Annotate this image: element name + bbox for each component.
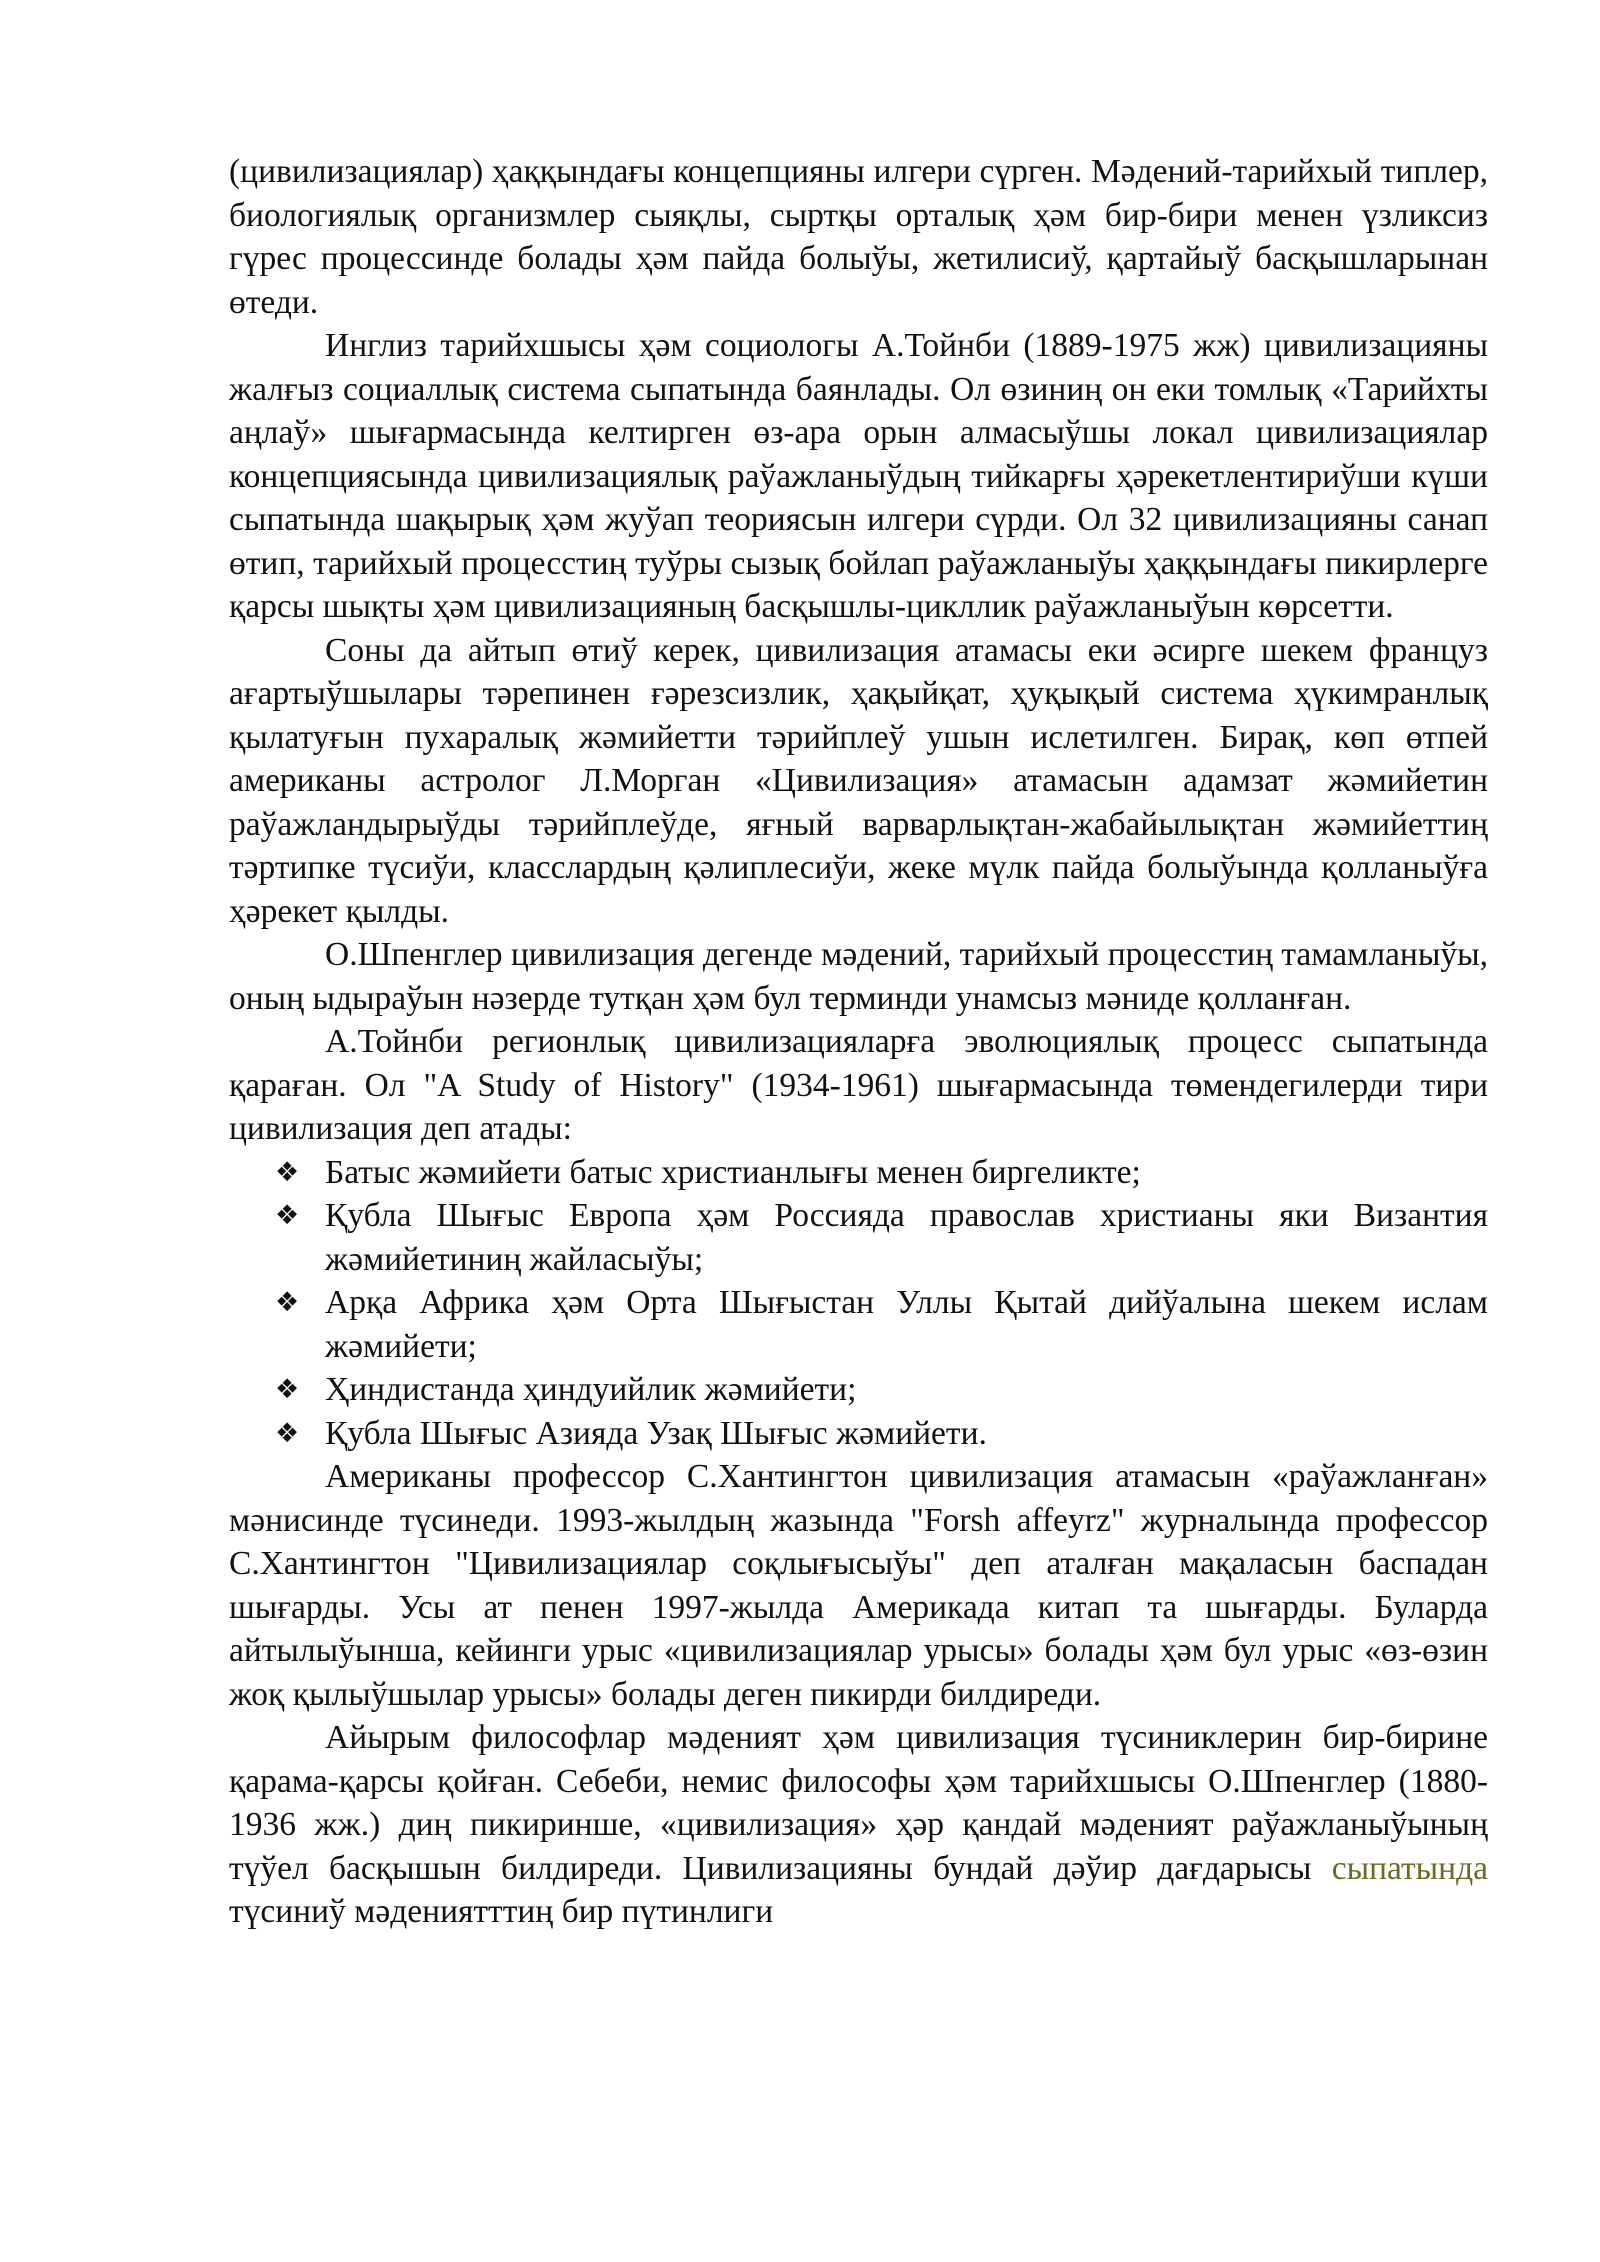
list-item-text: Қубла Шығыс Азияда Узақ Шығыс жәмийети. — [325, 1414, 987, 1452]
paragraph-2: Инглиз тарийхшысы ҳәм социологы А.Тойнби (1889-1975 жж) цивилизацияны жалғыз социаллық система сыпатында баянлады. Ол өзиниң он еки томлық «Тарийхты аңлаў» шығармасында келтирген өз-ара орын алмасыўшы локал цивилизациялар концепциясында цивилизациялық раўажланыўдың тийкарғы ҳәрекетлентириўши күши сыпатында шақырық ҳәм жуўап теориясын илгери сүрди. Ол 32 цивилизацияны санап өтип, тарийхый процесстиң туўры сызық бойлап раўажланыўы ҳаққындағы пикирлерге қарсы шықты ҳәм цивилизацияның басқышлы-цикллик раўажланыўын көрсетти. — [229, 327, 1488, 625]
paragraph-6: Американы профессор С.Хантингтон цивилизация атамасын «раўажланған» мәнисинде түсинеди. 1993-жылдың жазында "Forsh affeyrz" журналында профессор С.Хантингтон "Цивилизациялар соқлығысыўы" деп аталған мақаласын баспадан шығарды. Усы ат пенен 1997-жылда Америкада китап та шығарды. Буларда айтылыўынша, кейинги урыс «цивилизациялар урысы» болады ҳәм бул урыс «өз-өзин жоқ қылыўшылар урысы» болады деген пикирди билдиреди. — [229, 1458, 1488, 1713]
diamond-bullet-icon: ❖ — [275, 1374, 300, 1405]
paragraph-7-text-end: түсиниў мәдениятттиң бир пүтинлиги — [229, 1893, 774, 1930]
document-page — [229, 150, 1488, 1934]
list-item — [275, 1368, 1488, 1412]
paragraph-7-text-start: Айырым философлар мәденият ҳәм цивилизация түсиниклерин бир-бирине қарама-қарсы қойған. Себеби, немис философы ҳәм тарийхшысы О.Шпенглер (1880-1936 жж.) диң пикиринше, «цивилизация» ҳәр қандай мәденият раўажланыўының түўел басқышын билдиреди. Цивилизацияны бундай дәўир дағдарысы — [229, 1719, 1488, 1887]
list-item — [275, 1281, 1488, 1368]
civilization-list — [229, 1151, 1488, 1456]
list-item-text: Батыс жәмийети батыс христианлығы менен биргеликте; — [325, 1153, 1141, 1191]
list-item-text: Қубла Шығыс Европа ҳәм Россияда православ христианы яки Византия жәмийетиниң жайласыўы; — [325, 1197, 1488, 1278]
paragraph-4: О.Шпенглер цивилизация дегенде мәдений, тарийхый процесстиң тамамланыўы, оның ыдыраўын нәзерде тутқан ҳәм бул терминди унамсыз мәниде қолланған. — [229, 936, 1488, 1017]
highlighted-word: сыпатында — [1331, 1849, 1488, 1887]
list-item-text: Арқа Африка ҳәм Орта Шығыстан Уллы Қытай дийўалына шекем ислам жәмийети; — [325, 1284, 1488, 1365]
diamond-bullet-icon: ❖ — [275, 1156, 300, 1188]
paragraph-1: (цивилизациялар) ҳаққындағы концепцияны илгери сүрген. Мәдений-тарийхый типлер, биологиялық организмлер сыяқлы, сыртқы орталық ҳәм бир-бири менен үзликсиз гүрес процессинде болады ҳәм пайда болыўы, жетилисиў, қартайыў басқышларынан өтеди. — [229, 153, 1488, 321]
diamond-bullet-icon: ❖ — [275, 1287, 300, 1318]
paragraph-7 — [229, 1716, 1488, 1934]
diamond-bullet-icon: ❖ — [275, 1200, 300, 1231]
list-item — [275, 1151, 1488, 1195]
list-item-text: Ҳиндистанда ҳиндуийлик жәмийети; — [325, 1371, 857, 1408]
diamond-bullet-icon: ❖ — [275, 1417, 300, 1449]
list-item — [275, 1194, 1488, 1281]
paragraph-5: А.Тойнби регионлық цивилизацияларға эволюциялық процесс сыпатында қараған. Ол "A Study of History" (1934-1961) шығармасында төмендегилерди тири цивилизация деп атады: — [229, 1023, 1488, 1147]
paragraph-3: Соны да айтып өтиў керек, цивилизация атамасы еки әсирге шекем француз ағартыўшылары тәрепинен ғәрезсизлик, ҳақыйқат, ҳуқықый система ҳүкимранлық қылатуғын пухаралық жәмийетти тәрийплеў ушын ислетилген. Бирақ, көп өтпей американы астролог Л.Морган «Цивилизация» атамасын адамзат жәмийетин раўажландырыўды тәрийплеўде, яғный варварлықтан-жабайылықтан жәмийеттиң тәртипке түсиўи, класслардың қәлиплесиўи, жеке мүлк пайда болыўында қолланыўға ҳәрекет қылды. — [229, 631, 1488, 930]
list-item — [275, 1412, 1488, 1456]
